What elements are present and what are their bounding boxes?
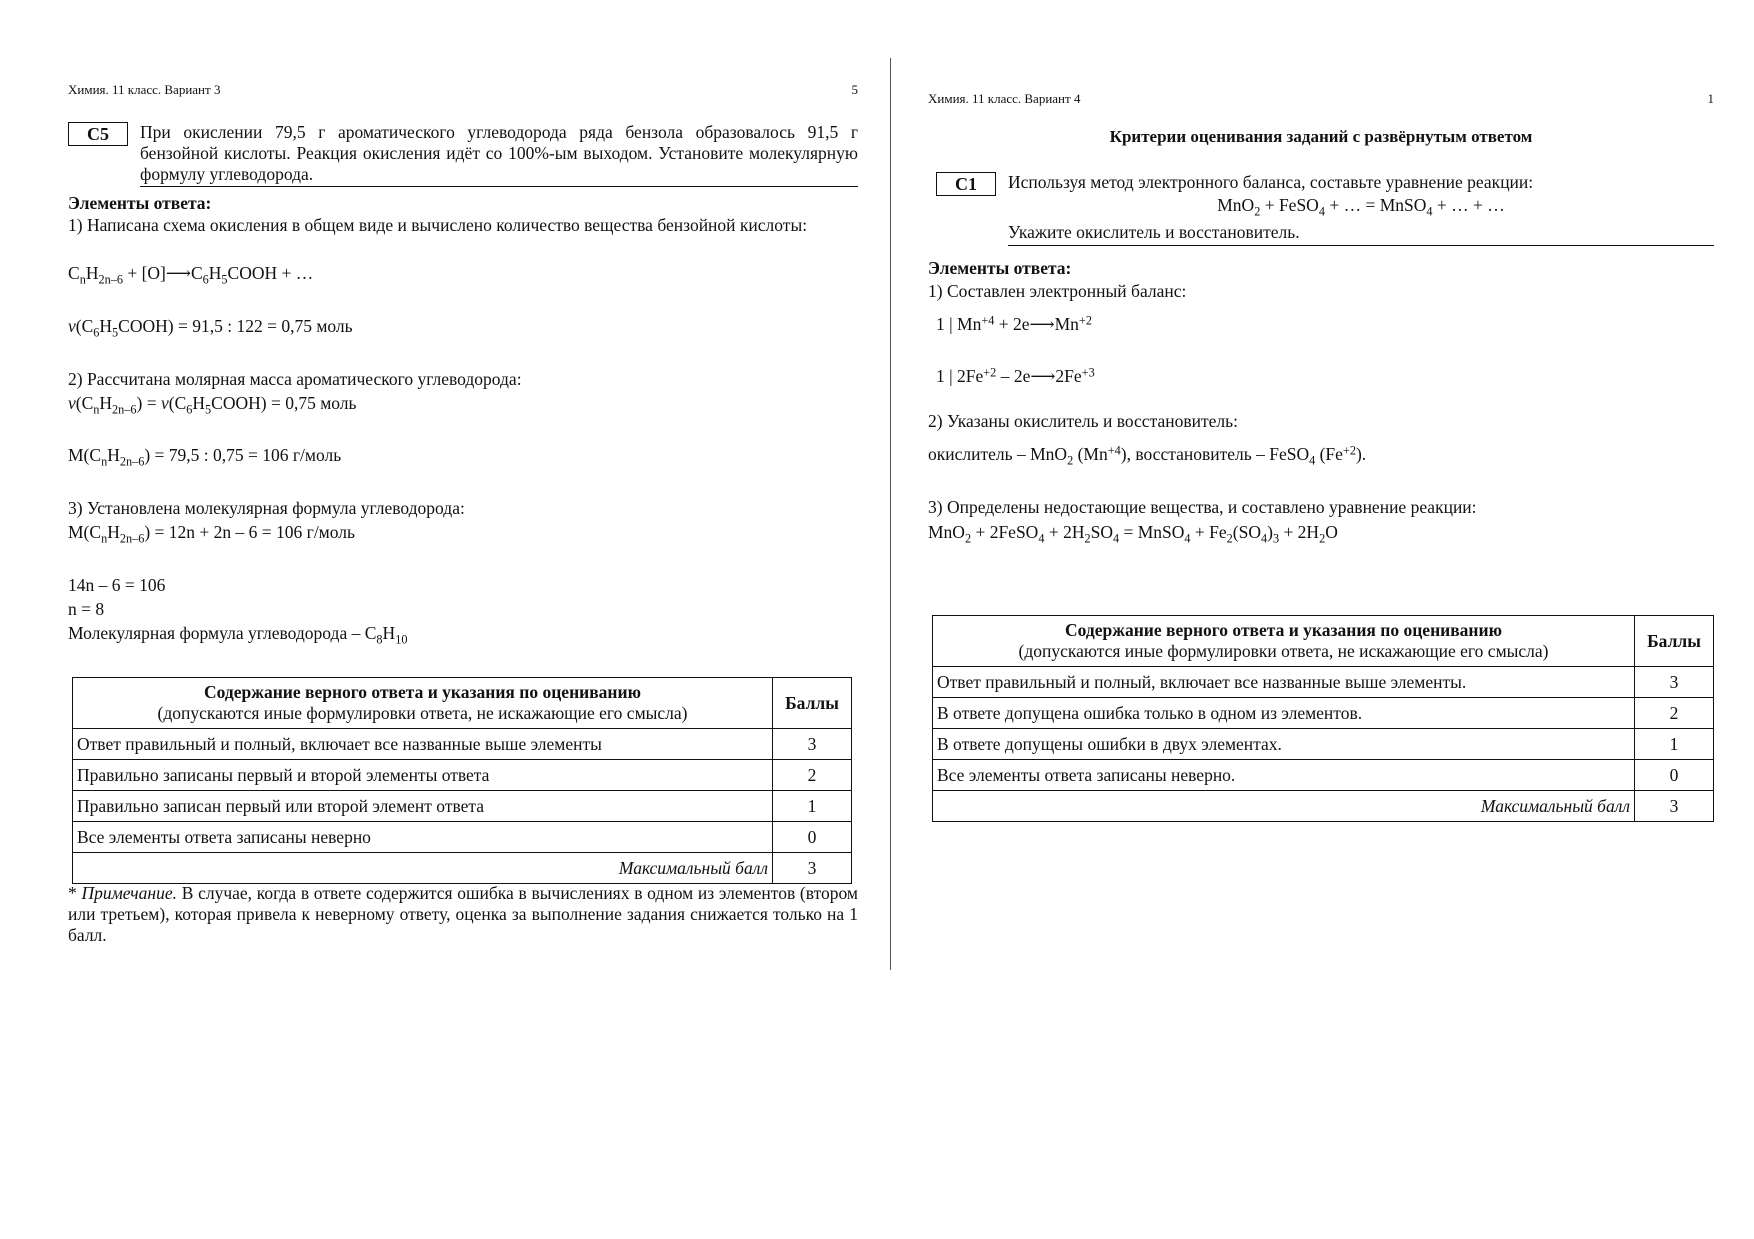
reaction-scheme: MnO$_2$ + FeSO$_4$ + … = MnSO$_4$ + … + … [1217, 195, 1505, 219]
table-header-row [933, 616, 1714, 667]
task-text: При окислении 79,5 г ароматического углеводорода ряда бензола образовалось 91,5 г бензойной кислоты. Реакция окисления идёт со 100%-ым выходом. Установите молекулярную формулу углеводорода. [140, 122, 858, 187]
step-1: 1) Написана схема окисления в общем виде и вычислено количество вещества бензойной кислоты: [68, 215, 808, 235]
oxidation-scheme: $C_nH_{2n-6}$ + $[O]⟶C_6H_5COOH$ + … [68, 263, 314, 287]
row-text: В ответе допущена ошибка только в одном из элементов. [933, 698, 1635, 729]
eq-value: = 0,75 моль [270, 393, 357, 413]
row-score: 3 [773, 729, 852, 760]
max-score: 3 [1635, 791, 1714, 822]
row-score: 2 [773, 760, 852, 791]
row-text: Все элементы ответа записаны неверно. [933, 760, 1635, 791]
row-text: Ответ правильный и полный, включает все названные выше элементы. [933, 667, 1635, 698]
equation-14n: 14n – 6 = 106 [68, 575, 166, 595]
eq-value: = 91,5 : 122 = 0,75 моль [177, 316, 353, 336]
step-2: 2) Указаны окислитель и восстановитель: [928, 411, 1238, 431]
row-score: 1 [773, 791, 852, 822]
table-row [933, 698, 1714, 729]
oxidizer-reducer: окислитель – MnO$_2$ $(Mn^{+4})$, восстановитель – FeSO$_4$ $(Fe^{+2})$. [928, 443, 1367, 468]
oxidizer-label: окислитель – [928, 444, 1026, 464]
criteria-title: Критерии оценивания заданий с развёрнутым ответом [1109, 127, 1533, 146]
page-number: 5 [851, 82, 858, 97]
table-row [933, 729, 1714, 760]
header-sub: (допускаются иные формулировки ответа, не искажающие его смысла) [1018, 641, 1549, 661]
task-id-box: C5 [68, 122, 128, 146]
task-id-box: C1 [936, 172, 996, 196]
step-3: 3) Определены недостающие вещества, и составлено уравнение реакции: [928, 497, 1477, 517]
max-label: Максимальный балл [73, 853, 773, 884]
amount-equality: $\nu(C_nH_{2n-6})$ = $\nu(C_6H_5COOH) = 0,75$ моль [68, 393, 357, 417]
table-row [933, 760, 1714, 791]
task-sub: Укажите окислитель и восстановитель. [1008, 222, 1714, 246]
row-text: В ответе допущены ошибки в двух элементах. [933, 729, 1635, 760]
row-text: Правильно записан первый или второй элемент ответа [73, 791, 773, 822]
table-header-row [73, 678, 852, 729]
eq-value: = 12n + 2n – 6 = 106 г/моль [154, 522, 355, 542]
step-3: 3) Установлена молекулярная формула углеводорода: [68, 498, 465, 518]
molar-mass-expression: $M(C_nH_{2n-6}) = 12n + 2n - 6 = 106$ г/моль [68, 522, 355, 546]
eq-value: = 79,5 : 0,75 = 106 г/моль [154, 445, 342, 465]
reducer-label: восстановитель – [1135, 444, 1265, 464]
table-row [73, 791, 852, 822]
table-row [73, 822, 852, 853]
header-score: Баллы [773, 678, 852, 729]
row-score: 2 [1635, 698, 1714, 729]
max-score: 3 [773, 853, 852, 884]
task-text: Используя метод электронного баланса, составьте уравнение реакции: [1008, 172, 1534, 192]
header-score: Баллы [1635, 616, 1714, 667]
table-max-row [933, 791, 1714, 822]
table-row [73, 760, 852, 791]
row-score: 3 [1635, 667, 1714, 698]
header-main: Содержание верного ответа и указания по оцениванию [1065, 620, 1502, 640]
elements-heading: Элементы ответа: [68, 193, 212, 213]
molecular-formula: Молекулярная формула углеводорода – $C_8H_{10}$ [68, 623, 408, 647]
row-score: 1 [1635, 729, 1714, 760]
table-header-content [933, 616, 1635, 667]
scoring-table [72, 677, 852, 884]
balance-line-2: 1 | $2Fe^{+2}$ – $2e⟶2Fe^{+3}$ [936, 365, 1095, 386]
molar-mass: $M(C_nH_{2n-6}) = 79,5$ : 0,75 = 106 г/моль [68, 445, 342, 469]
row-text: Все элементы ответа записаны неверно [73, 822, 773, 853]
table-max-row [73, 853, 852, 884]
row-score: 0 [1635, 760, 1714, 791]
page-header [68, 82, 858, 98]
table-header-content [73, 678, 773, 729]
equation-n: n = 8 [68, 599, 105, 619]
header-title: Химия. 11 класс. Вариант 3 [68, 82, 221, 97]
header-title: Химия. 11 класс. Вариант 4 [928, 91, 1081, 106]
header-main: Содержание верного ответа и указания по оцениванию [204, 682, 641, 702]
step-1: 1) Составлен электронный баланс: [928, 281, 1187, 301]
row-score: 0 [773, 822, 852, 853]
elements-heading: Элементы ответа: [928, 258, 1072, 278]
task-c5 [68, 122, 858, 187]
note-text: В случае, когда в ответе содержится ошибка в вычислениях в одном из элементов (втором или третьем), которая привела к неверному ответу, оценка за выполнение задания снижается только на 1 балл. [68, 883, 858, 945]
max-label: Максимальный балл [933, 791, 1635, 822]
table-row [73, 729, 852, 760]
row-text: Правильно записаны первый и второй элементы ответа [73, 760, 773, 791]
header-sub: (допускаются иные формулировки ответа, не искажающие его смысла) [157, 703, 688, 723]
benzoic-acid-amount: $\nu(C_6H_5COOH) = 91,5$ : 122 = 0,75 моль [68, 316, 353, 340]
row-text: Ответ правильный и полный, включает все названные выше элементы [73, 729, 773, 760]
balance-line-1: 1 | $Mn^{+4}$ + $2e⟶Mn^{+2}$ [936, 313, 1092, 334]
task-c1 [928, 172, 1714, 246]
mol-formula-label: Молекулярная формула углеводорода – [68, 623, 361, 643]
step-2: 2) Рассчитана молярная масса ароматического углеводорода: [68, 369, 522, 389]
page-divider [890, 58, 891, 970]
scoring-table [932, 615, 1714, 822]
note-label: Примечание. [81, 883, 177, 903]
table-row [933, 667, 1714, 698]
page-number: 1 [1707, 91, 1714, 106]
page-header [928, 91, 1714, 107]
note: * Примечание. В случае, когда в ответе содержится ошибка в вычислениях в одном из элементов (втором или третьем), которая привела к неверному ответу, оценка за выполнение задания снижается только на 1 балл. [68, 883, 858, 945]
final-equation: MnO$_2$ + 2FeSO$_4$ + $2H_2SO_4$ = MnSO$_4$ + $Fe_2(SO_4)_3 + 2H_2O$ [928, 522, 1338, 546]
